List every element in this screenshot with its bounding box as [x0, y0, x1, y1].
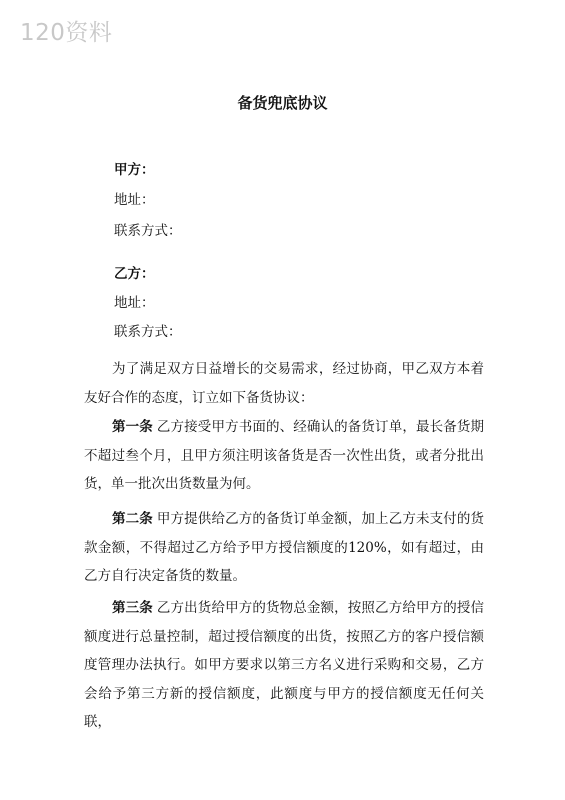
- party-a-address: 地址：: [114, 192, 155, 208]
- clause-3: [84, 594, 484, 737]
- clause-1-text: 乙方接受甲方书面的、经确认的备货订单，最长备货期不超过叁个月，且甲方须注明该备货是否一次性出货，或者分批出货，单一批次出货数量为何。: [84, 419, 485, 492]
- clause-2-label: 第二条: [112, 511, 153, 527]
- document-title: 备货兜底协议: [237, 94, 328, 112]
- party-a-label: 甲方：: [114, 162, 155, 178]
- clause-3-label: 第三条: [112, 600, 153, 616]
- clause-1: [84, 413, 484, 499]
- clause-2-text: 甲方提供给乙方的备货订单金额，加上乙方未支付的货款金额，不得超过乙方给予甲方授信额度的120%，如有超过，由乙方自行决定备货的数量。: [84, 511, 485, 584]
- clause-3-text: 乙方出货给甲方的货物总金额，按照乙方给甲方的授信额度进行总量控制，超过授信额度的出货，按照乙方的客户授信额度管理办法执行。如甲方要求以第三方名义进行采购和交易，乙方会给予第三方新的授信额度，此额度与甲方的授信额度无任何关联，: [84, 600, 485, 730]
- party-b-contact: 联系方式：: [114, 324, 182, 340]
- party-a-contact: 联系方式：: [114, 223, 182, 239]
- intro-paragraph: 为了满足双方日益增长的交易需求，经过协商，甲乙双方本着友好合作的态度，订立如下备货协议：: [84, 361, 484, 406]
- clause-2: [84, 505, 484, 591]
- party-b-label: 乙方：: [114, 266, 155, 282]
- clause-1-label: 第一条: [112, 419, 153, 435]
- watermark: 120资料: [20, 20, 113, 46]
- party-b-address: 地址：: [114, 295, 155, 311]
